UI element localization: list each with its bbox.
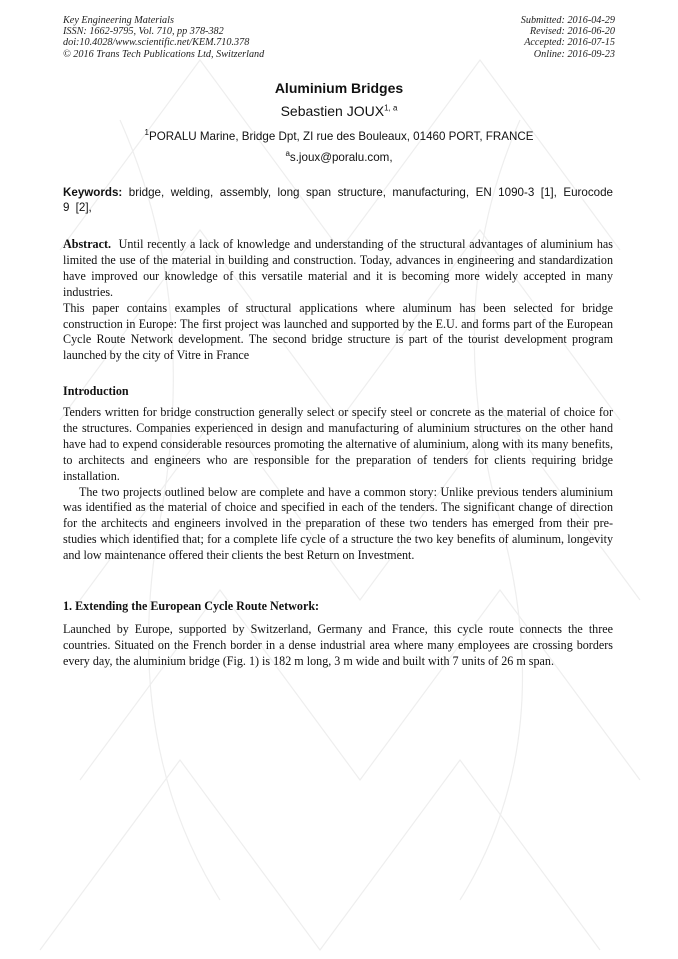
affiliation-text: PORALU Marine, Bridge Dpt, ZI rue des Bouleaux, 01460 PORT, FRANCE <box>148 130 534 143</box>
journal-issn: ISSN: 1662-9795, Vol. 710, pp 378-382 <box>63 26 224 38</box>
author-line <box>0 103 678 119</box>
introduction-heading: Introduction <box>63 384 129 398</box>
email-line <box>0 151 678 164</box>
abstract-paragraph-1: Until recently a lack of knowledge and understanding of the structural advantages of aluminium has limited the use of the material in building and construction. Today, advances in engineering and standardization have improved our knowledge of this versatile material and it is becoming more widely accepted in many industries. <box>63 237 614 299</box>
section-1-body <box>63 622 613 670</box>
email-superscript: a <box>285 149 290 159</box>
author-superscript: 1, a <box>384 103 398 113</box>
keywords-text: bridge, welding, assembly, long span structure, manufacturing, EN 1090-3 [1], Eurocode 9 [2], <box>63 186 613 214</box>
keywords-label: Keywords: <box>63 186 123 199</box>
affiliation-superscript: 1 <box>144 128 149 138</box>
section-1-paragraph-1: Launched by Europe, supported by Switzerland, Germany and France, this cycle route connects the three countries. Situated on the French border in a dense industrial area where many employees are crossing borders every day, the aluminium bridge (Fig. 1) is 182 m long, 3 m wide and built with 7 units of 26 m span. <box>63 622 613 668</box>
journal-name: Key Engineering Materials <box>63 15 174 26</box>
date-revised: Revised: 2016-06-20 <box>529 26 615 38</box>
email-link[interactable]: s.joux@poralu.com, <box>289 151 393 164</box>
journal-doi: doi:10.4028/www.scientific.net/KEM.710.378 <box>63 37 250 49</box>
keywords <box>63 186 613 215</box>
abstract-label: Abstract. <box>63 237 112 251</box>
section-1-heading: 1. Extending the European Cycle Route Network: <box>63 599 320 613</box>
introduction-paragraph-2: The two projects outlined below are complete and have a common story: Unlike previous tenders aluminium was identified as the material of choice and specified in each of the tenders. The significant change of direction for the architects and engineers involved in the preparation of these two tenders has emerged from their pre-studies which identified that; for a complete life cycle of a structure the two key benefits of aluminum, longevity and low maintenance offered their clients the best Return on Investment. <box>63 484 613 563</box>
abstract-paragraph-2: This paper contains examples of structural applications where aluminum has been selected for bridge construction in Europe: The first project was launched and supported by the E.U. and forms part of the European Cycle Route Network development. The second bridge structure is part of the tourist development program launched by the city of Vitre in France <box>63 300 613 363</box>
abstract <box>63 237 613 364</box>
affiliation <box>0 130 678 143</box>
journal-header <box>63 15 264 60</box>
journal-copyright: © 2016 Trans Tech Publications Ltd, Switzerland <box>63 48 265 60</box>
introduction-body <box>63 405 613 564</box>
date-accepted: Accepted: 2016-07-15 <box>524 37 615 49</box>
dates-header <box>521 15 615 60</box>
author-name: Sebastien JOUX <box>280 103 385 119</box>
paper-title: Aluminium Bridges <box>274 80 404 96</box>
date-online: Online: 2016-09-23 <box>533 48 615 60</box>
introduction-paragraph-1: Tenders written for bridge construction generally select or specify steel or concrete as the material of choice for the structures. Companies experienced in design and manufacturing of aluminium structures on the other hand have had to expend considerable resources promoting the alternative of aluminium, along with its many benefits, to architects and engineers who are responsible for the preparation of tenders for clients requiring bridge installation. <box>63 405 613 483</box>
date-submitted: Submitted: 2016-04-29 <box>520 15 615 26</box>
